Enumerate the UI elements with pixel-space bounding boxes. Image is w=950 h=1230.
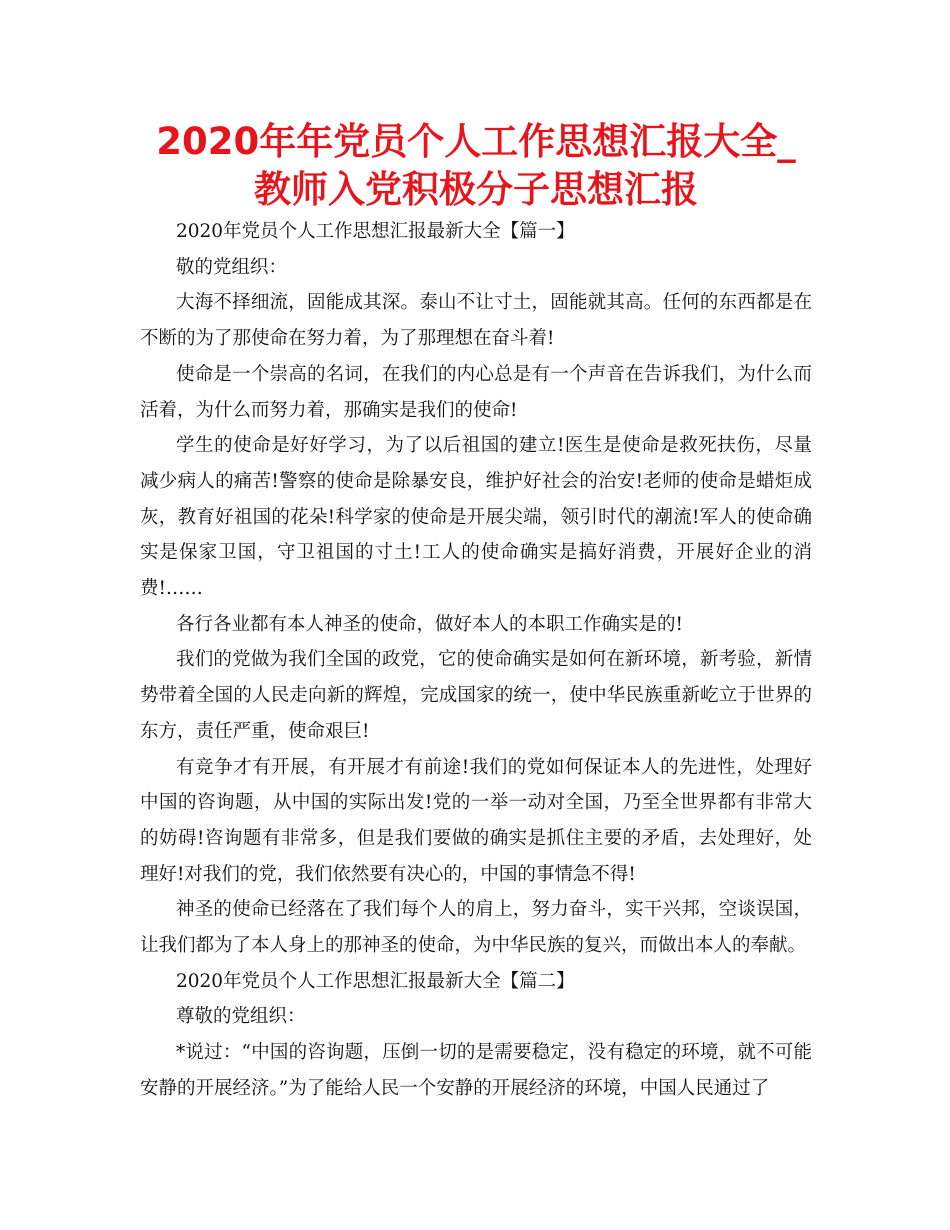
body-paragraph: 我们的党做为我们全国的政党，它的使命确实是如何在新环境，新考验，新情势带着全国的人民走向新的辉煌，完成国家的统一，使中华民族重新屹立于世界的东方，责任严重，使命艰巨! (140, 649, 812, 742)
document-body (140, 214, 812, 1107)
body-paragraph: 学生的使命是好好学习，为了以后祖国的建立!医生是使命是救死扶伤，尽量减少病人的痛苦!警察的使命是除暴安良，维护好社会的治安!老师的使命是蜡炬成灰，教育好祖国的花朵!科学家的使命是开展尖端，领引时代的潮流!军人的使命确实是保家卫国，守卫祖国的寸土!工人的使命确实是搞好消费，开展好企业的消费!…… (140, 435, 812, 600)
body-paragraph: 各行各业都有本人神圣的使命，做好本人的本职工作确实是的! (176, 613, 683, 635)
body-paragraph: 神圣的使命已经落在了我们每个人的肩上，努力奋斗，实干兴邦，空谈误国，让我们都为了本人身上的那神圣的使命，为中华民族的复兴，而做出本人的奉献。 (140, 899, 812, 957)
body-paragraph: 使命是一个崇高的名词，在我们的内心总是有一个声音在告诉我们，为什么而活着，为什么而努力着，那确实是我们的使命! (140, 363, 812, 421)
document-title: 2020年年党员个人工作思想汇报大全_教师入党积极分子思想汇报 (156, 120, 796, 211)
salutation-1: 敬的党组织： (176, 256, 288, 278)
section-heading-1: 2020年党员个人工作思想汇报最新大全【篇一】 (176, 221, 575, 242)
body-paragraph: 有竞争才有开展，有开展才有前途!我们的党如何保证本人的先进性，处理好中国的咨询题，从中国的实际出发!党的一举一动对全国，乃至全世界都有非常大的妨碍!咨询题有非常多，但是我们要做的确实是抓住主要的矛盾，去处理好，处理好!对我们的党，我们依然要有决心的，中国的事情急不得! (140, 756, 812, 885)
body-paragraph: 大海不择细流，固能成其深。泰山不让寸土，固能就其高。任何的东西都是在不断的为了那使命在努力着，为了那理想在奋斗着! (140, 292, 812, 350)
salutation-2: 尊敬的党组织： (176, 1006, 306, 1028)
section-heading-2: 2020年党员个人工作思想汇报最新大全【篇二】 (176, 970, 575, 992)
body-paragraph: *说过：“中国的咨询题，压倒一切的是需要稳定，没有稳定的环境，就不可能安静的开展经济。”为了能给人民一个安静的开展经济的环境，中国人民通过了 (140, 1042, 812, 1099)
